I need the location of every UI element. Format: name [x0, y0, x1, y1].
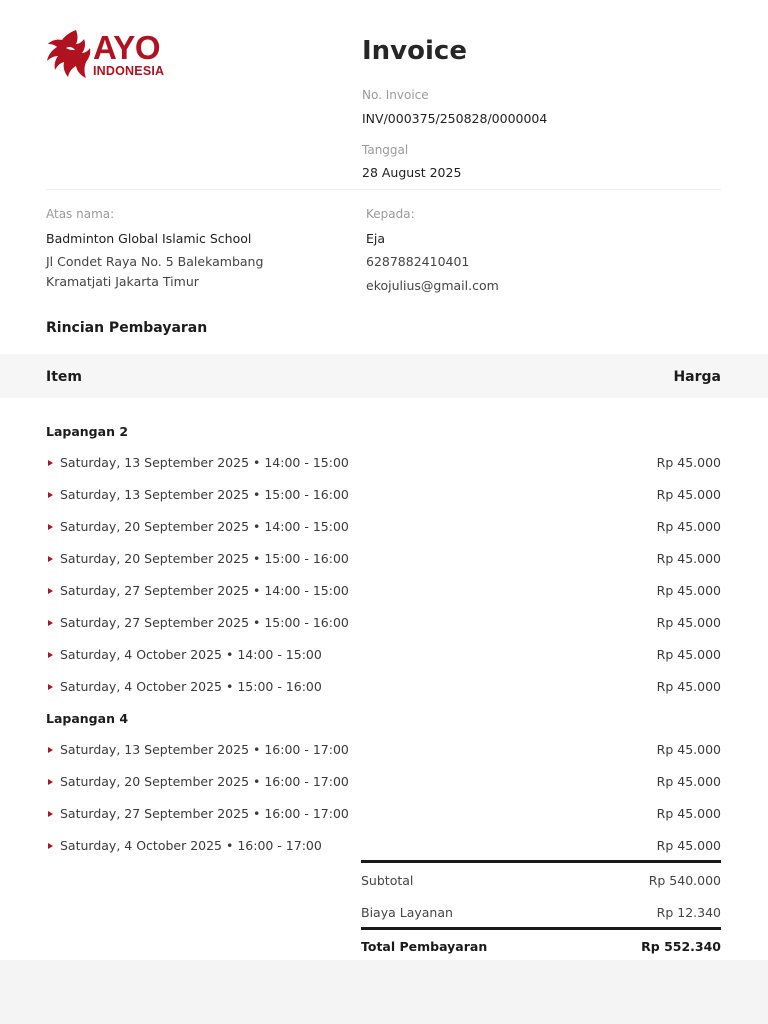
bullet-icon — [48, 747, 53, 753]
table-row — [46, 487, 721, 505]
item-price: Rp 45.000 — [656, 742, 721, 757]
item-price: Rp 45.000 — [656, 583, 721, 598]
total-value: Rp 552.340 — [641, 939, 721, 954]
table-row — [46, 742, 721, 760]
table-row — [46, 806, 721, 824]
invoice-number-label: No. Invoice — [362, 88, 429, 102]
subtotal-value: Rp 540.000 — [648, 873, 721, 888]
table-row — [46, 647, 721, 665]
table-header — [0, 354, 768, 398]
table-row — [46, 551, 721, 569]
item-price: Rp 45.000 — [656, 838, 721, 853]
item-price: Rp 45.000 — [656, 487, 721, 502]
service-fee-value: Rp 12.340 — [656, 905, 721, 920]
page-title: Invoice — [362, 36, 467, 66]
table-row — [46, 455, 721, 473]
total-divider — [361, 927, 721, 930]
item-price: Rp 45.000 — [656, 647, 721, 662]
item-price: Rp 45.000 — [656, 774, 721, 789]
bullet-icon — [48, 492, 53, 498]
to-email: ekojulius@gmail.com — [366, 278, 499, 293]
group-title: Lapangan 2 — [46, 424, 129, 439]
item-price: Rp 45.000 — [656, 455, 721, 470]
column-header-item: Item — [46, 369, 82, 385]
table-row — [46, 679, 721, 697]
subtotal-row — [361, 873, 721, 891]
item-description: Saturday, 13 September 2025 • 16:00 - 17:00 — [60, 742, 349, 757]
bullet-icon — [48, 843, 53, 849]
bullet-icon — [48, 620, 53, 626]
item-description: Saturday, 20 September 2025 • 16:00 - 17:00 — [60, 774, 349, 789]
item-price: Rp 45.000 — [656, 615, 721, 630]
service-fee-row — [361, 905, 721, 923]
invoice-number: INV/000375/250828/0000004 — [362, 111, 548, 126]
item-description: Saturday, 13 September 2025 • 14:00 - 15:00 — [60, 455, 349, 470]
from-name: Badminton Global Islamic School — [46, 231, 252, 246]
item-description: Saturday, 20 September 2025 • 15:00 - 16:00 — [60, 551, 349, 566]
service-fee-label: Biaya Layanan — [361, 905, 453, 920]
group-title: Lapangan 4 — [46, 711, 129, 726]
brand-name: AYO — [93, 29, 160, 66]
bullet-icon — [48, 652, 53, 658]
bullet-icon — [48, 588, 53, 594]
table-row — [46, 583, 721, 601]
bullet-icon — [48, 779, 53, 785]
bullet-icon — [48, 556, 53, 562]
brand-logo — [46, 28, 176, 84]
item-price: Rp 45.000 — [656, 551, 721, 566]
subtotal-label: Subtotal — [361, 873, 414, 888]
item-description: Saturday, 4 October 2025 • 16:00 - 17:00 — [60, 838, 322, 853]
item-description: Saturday, 13 September 2025 • 15:00 - 16:00 — [60, 487, 349, 502]
table-row — [46, 838, 721, 856]
to-name: Eja — [366, 231, 386, 246]
bullet-icon — [48, 684, 53, 690]
item-price: Rp 45.000 — [656, 519, 721, 534]
bullet-icon — [48, 524, 53, 530]
header-divider — [46, 189, 721, 190]
to-phone: 6287882410401 — [366, 254, 470, 269]
brand-subtitle: INDONESIA — [93, 64, 165, 78]
details-title: Rincian Pembayaran — [46, 320, 208, 336]
invoice-date-label: Tanggal — [362, 143, 409, 157]
table-row — [46, 774, 721, 792]
to-label: Kepada: — [366, 207, 415, 221]
item-description: Saturday, 4 October 2025 • 15:00 - 16:00 — [60, 679, 322, 694]
total-label: Total Pembayaran — [361, 939, 488, 954]
from-address-line2: Kramatjati Jakarta Timur — [46, 274, 199, 289]
item-description: Saturday, 27 September 2025 • 15:00 - 16:00 — [60, 615, 349, 630]
item-description: Saturday, 27 September 2025 • 14:00 - 15:00 — [60, 583, 349, 598]
invoice-date: 28 August 2025 — [362, 165, 462, 180]
item-description: Saturday, 20 September 2025 • 14:00 - 15:00 — [60, 519, 349, 534]
from-address-line1: Jl Condet Raya No. 5 Balekambang — [46, 254, 264, 269]
from-label: Atas nama: — [46, 207, 115, 221]
bullet-icon — [48, 460, 53, 466]
item-price: Rp 45.000 — [656, 679, 721, 694]
item-price: Rp 45.000 — [656, 806, 721, 821]
summary-divider — [361, 860, 721, 863]
total-row — [361, 939, 721, 957]
item-description: Saturday, 4 October 2025 • 14:00 - 15:00 — [60, 647, 322, 662]
column-header-price: Harga — [673, 369, 721, 385]
bullet-icon — [48, 811, 53, 817]
table-row — [46, 615, 721, 633]
eagle-icon — [46, 28, 92, 82]
item-description: Saturday, 27 September 2025 • 16:00 - 17:00 — [60, 806, 349, 821]
table-row — [46, 519, 721, 537]
